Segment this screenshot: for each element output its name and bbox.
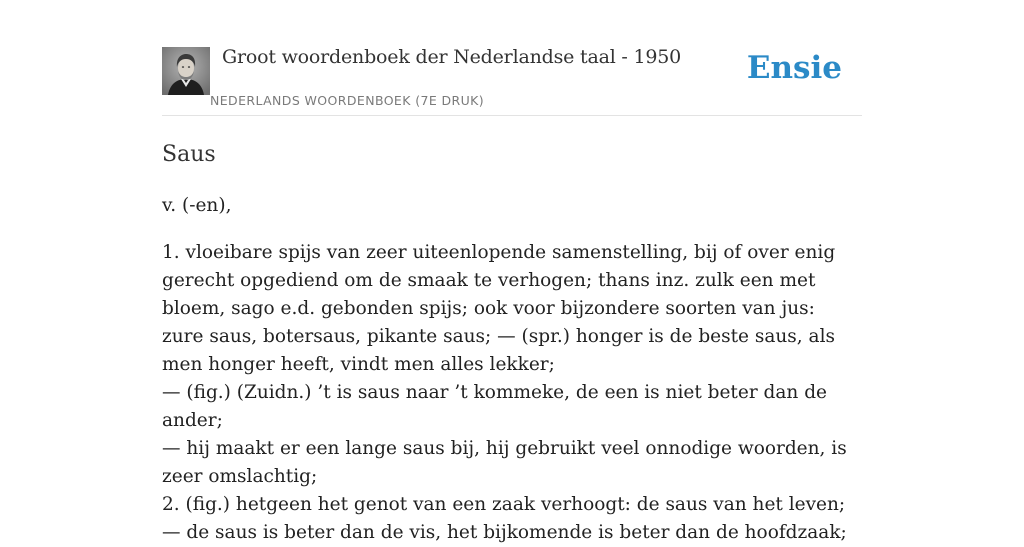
definition-line: 1. vloeibare spijs van zeer uiteenlopende samenstelling, bij of over enig gerecht opgediend om de smaak te verhogen; thans inz. zulk een met bloem, sago e.d. gebonden spijs; ook voor bijzondere soorten van jus: zure saus, botersaus, pikante saus; — (spr.) honger is de beste saus, als men honger heeft, vindt men alles lekker; — [162, 242, 836, 375]
book-subtitle[interactable]: NEDERLANDS WOORDENBOEK (7E DRUK) — [210, 93, 485, 108]
entry-headword: Saus — [162, 142, 216, 167]
entry-grammar: v. (-en), — [162, 195, 232, 216]
book-title[interactable]: Groot woordenboek der Nederlandse taal - 1950 — [222, 46, 682, 68]
definition-line: — de saus is beter dan de vis, het bijkomende is beter dan de hoofdzaak; — [162, 522, 847, 543]
entry-content — [162, 140, 862, 547]
header — [162, 40, 862, 116]
definition-line: 2. (fig.) hetgeen het genot van een zaak verhoogt: de saus van het leven; — [162, 494, 846, 515]
definition-line: — (fig.) (Zuidn.) ’t is saus naar ’t kommeke, de een is niet beter dan de ander; — [162, 382, 827, 431]
definition-line: — hij maakt er een lange saus bij, hij gebruikt veel onnodige woorden, is zeer omslachtig; — [162, 438, 847, 487]
entry-definition — [162, 239, 862, 547]
author-avatar[interactable] — [162, 47, 210, 95]
portrait-image — [162, 47, 210, 95]
ensie-logo[interactable]: Ensie — [746, 50, 842, 86]
